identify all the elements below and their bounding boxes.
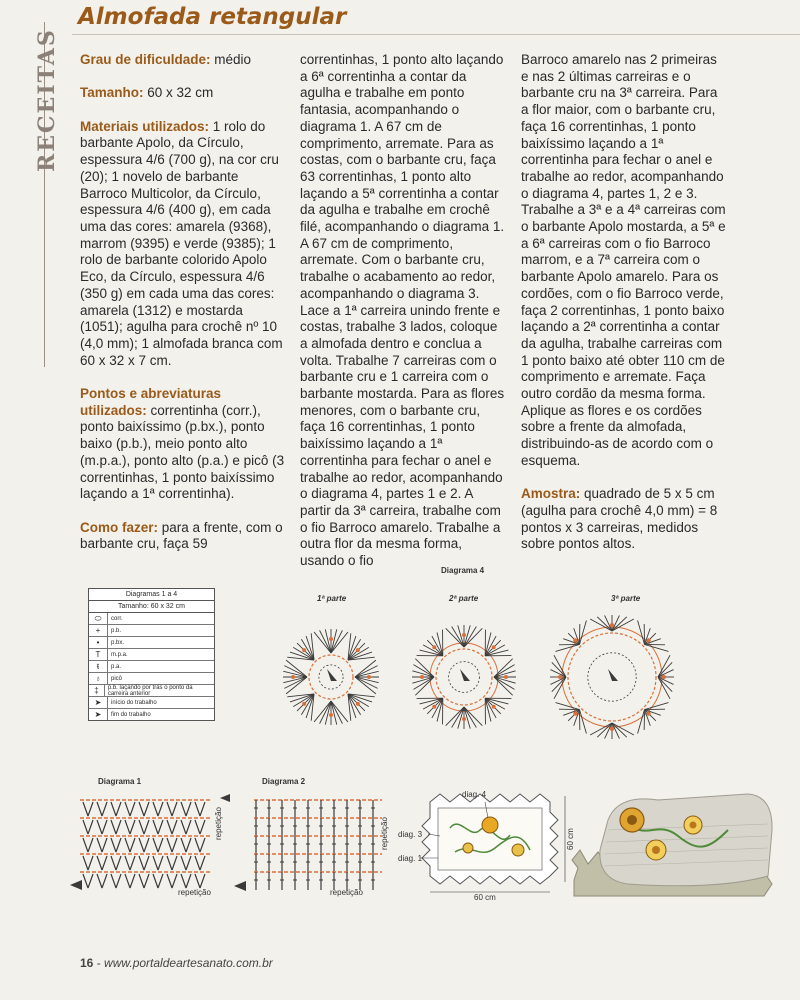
difficulty-value: médio (210, 52, 252, 67)
difficulty-label: Grau de dificuldade: (80, 52, 211, 67)
scheme-height-label: 60 cm (566, 828, 575, 850)
back-loop-sc-symbol-icon: ‡ (89, 685, 105, 696)
flower-motif (412, 625, 516, 729)
petal-dot (558, 675, 562, 679)
start-arrow-icon (460, 669, 470, 681)
petal-dot (367, 675, 371, 679)
v-stitch (153, 838, 163, 852)
v-stitch (195, 838, 205, 852)
flower-motif (550, 615, 674, 739)
v-stitch (195, 802, 205, 816)
petal-dot (504, 675, 508, 679)
legend-row: ♁ picô (89, 673, 214, 685)
v-stitch (167, 820, 177, 834)
petal-stitch (645, 644, 669, 651)
v-stitch (139, 802, 149, 816)
petal-stitch (645, 703, 669, 710)
start-arrow-icon (234, 881, 246, 891)
start-arrow-icon (70, 880, 82, 890)
petal-dot (302, 702, 306, 706)
how-label: Como fazer: (80, 519, 159, 535)
v-stitch (83, 838, 93, 852)
scheme-diag4-label: diag. 4 (462, 790, 487, 799)
legend-row: T m.p.a. (89, 649, 214, 661)
legend-row: ⬭ corr. (89, 613, 214, 625)
sample-text: quadrado de 5 x 5 cm (agulha para crochê 4,0 mm) = 8 pontos x 3 carreiras, medidos sobre pontos altos. (521, 486, 718, 552)
instructions-continued: Barroco amarelo nas 2 primeiras e nas 2 últimas carreiras e o barbante cru na 3ª carreira. Para a flor maior, com o barbante cru, faça 16 correntinhas, 1 ponto baixíssimo laçando a 1ª correntinha para fechar o anel e trabalhe ao redor, acompanhando o diagrama 4, partes 1, 2 e 3. Trabalhe a 3ª e a 4ª carreiras com o barbante Apolo mostarda, a 5ª e a 6ª carreiras com o fio Barroco marrom, e a 7ª carreira com o barbante Apolo amarelo. Para os cordões, com o fio Barroco verde, faça 2 correntinhas, 1 ponto baixo laçando a 2ª correntinha a contar da agulha, trabalhe carreiras com 1 ponto baixo até obter 110 cm de comprimento e arremate. Faça outro cordão da mesma forma. Aplique as flores e os cordões sobre a frente da almofada, distribuindo-as de acordo com o esquema. (521, 52, 726, 468)
chain-symbol-icon: ⬭ (89, 613, 108, 624)
v-stitch (153, 874, 163, 888)
v-stitch (167, 838, 177, 852)
v-stitch (195, 874, 205, 888)
footer-separator: - (93, 956, 105, 970)
v-stitch (181, 820, 191, 834)
assembly-scheme (400, 790, 580, 900)
petal-dot (356, 648, 360, 652)
v-stitch (97, 874, 107, 888)
diagram1-title: Diagrama 1 (98, 777, 142, 786)
materials-text: 1 rolo do barbante Apolo, da Círculo, espessura 4/6 (700 g), na cor cru (20); 1 novelo de barbante Barroco Multicolor, da Círculo, espessura 4/6 (400 g), em cada uma das cores: amarela (9368), marrom (9395) e verde (9385); 1 rolo de barbante colorido Apolo Eco, da Círculo, espessura 4/6 (350 g) em cada uma das cores: amarela (1312) e mostarda (1051); agulha para crochê nº 10 (4,0 mm); 1 almofada branca com 60 x 32 x 7 cm. (80, 118, 283, 368)
petal-stitch (638, 710, 645, 734)
petal-dot (432, 705, 436, 709)
diagram4-part2-label: 2ª parte (449, 594, 479, 603)
petal-dot (356, 702, 360, 706)
materials-label: Materiais utilizados: (80, 118, 210, 134)
diagram1-repeat-h: repetição (178, 888, 211, 897)
slip-stitch-symbol-icon: • (89, 637, 108, 648)
legend-title: Diagramas 1 a 4 (89, 589, 214, 601)
v-stitch (167, 856, 177, 870)
legend-row: ➤ fim do trabalho (89, 709, 214, 720)
size-value: 60 x 32 cm (143, 85, 214, 101)
petal-dot (492, 645, 496, 649)
v-stitch (111, 820, 121, 834)
v-stitch (167, 874, 177, 888)
footer (80, 956, 273, 970)
v-stitch (97, 820, 107, 834)
size-label: Tamanho: (80, 85, 144, 101)
v-stitch (111, 838, 121, 852)
v-stitch (167, 802, 177, 816)
petal-dot (573, 712, 577, 716)
diagram4-title: Diagrama 4 (441, 566, 485, 575)
start-arrow-icon: ➤ (89, 697, 108, 708)
petal-dot (462, 717, 466, 721)
v-stitch (125, 838, 135, 852)
v-stitch (181, 802, 191, 816)
single-crochet-symbol-icon: + (89, 625, 108, 636)
legend-row: • p.bx. (89, 637, 214, 649)
diagram2-repeat-h: repetição (330, 888, 363, 897)
v-stitch (97, 856, 107, 870)
how-text: para a frente, com o barbante cru, faça 59 (80, 519, 283, 552)
v-stitch (97, 838, 107, 852)
v-stitch (125, 820, 135, 834)
v-stitch (181, 838, 191, 852)
v-stitch (111, 856, 121, 870)
double-crochet-symbol-icon: ŧ (89, 661, 108, 672)
v-stitch (181, 856, 191, 870)
v-stitch (195, 856, 205, 870)
v-stitch (83, 802, 93, 816)
diagram2-repeat-v: repetição (380, 817, 389, 850)
diagram4-part1-label: 1ª parte (317, 594, 347, 603)
diagram2-title: Diagrama 2 (262, 777, 306, 786)
start-arrow-icon (327, 669, 337, 681)
end-arrow-icon: ➤ (89, 709, 108, 720)
sample-label: Amostra: (521, 486, 581, 502)
v-stitch (139, 856, 149, 870)
petal-stitch (556, 644, 580, 651)
v-stitch (97, 802, 107, 816)
page-title: Almofada retangular (78, 4, 347, 30)
v-stitch (125, 802, 135, 816)
start-arrow-icon (608, 669, 618, 681)
petal-dot (573, 638, 577, 642)
section-label: RECEITAS (34, 28, 60, 172)
half-double-symbol-icon: T (89, 649, 108, 660)
petal-dot (302, 648, 306, 652)
petal-dot (492, 705, 496, 709)
legend-subtitle: Tamanho: 60 x 32 cm (89, 601, 214, 613)
v-stitch (83, 820, 93, 834)
petal-dot (647, 712, 651, 716)
page-number: 16 (80, 956, 94, 970)
petal-dot (291, 675, 295, 679)
petal-dot (610, 727, 614, 731)
legend-row: ➤ início do trabalho (89, 697, 214, 709)
v-stitch (125, 856, 135, 870)
v-stitch (153, 820, 163, 834)
diagram2-chart (232, 790, 402, 900)
v-stitch (195, 820, 205, 834)
petal-stitch (579, 710, 586, 734)
legend-row: ‡ p.b. laçando por trás o ponto da carreira anterior (89, 685, 214, 697)
petal-dot (329, 637, 333, 641)
v-stitch (139, 838, 149, 852)
flower-motif (283, 629, 379, 725)
footer-url[interactable]: www.portaldeartesanato.com.br (104, 956, 273, 970)
petal-stitch (579, 621, 586, 645)
petal-dot (647, 638, 651, 642)
diagram1-repeat-v: repetição (214, 807, 223, 840)
picot-symbol-icon: ♁ (89, 673, 108, 684)
diagram4-part3-label: 3ª parte (611, 594, 641, 603)
v-stitch (83, 856, 93, 870)
v-stitch (153, 802, 163, 816)
instructions-text: correntinhas, 1 ponto alto laçando a 6ª correntinha a contar da agulha e trabalhe em ponto fantasia, acompanhando o diagrama 1. A 67 cm de comprimento, arremate. Para as costas, com o barbante cru, faça 63 correntinhas, 1 ponto alto laçando a 5ª correntinha a contar da agulha e trabalhe em crochê filé, acompanhando o diagrama 1. A 67 cm de comprimento, arremate. Com o barbante cru, trabalhe o acabamento ao redor, acompanhando o diagrama 3. Lace a 1ª carreira unindo frente e costas, trabalhe 3 lados, coloque a almofada dentro e conclua a volta. Trabalhe 7 carreiras com o barbante cru e 1 carreira com o barbante mostarda. Para as flores menores, com o barbante cru, faça 16 correntinhas, 1 ponto baixíssimo laçando a 1ª correntinha para fechar o anel e trabalhe ao redor, acompanhando o diagrama 4, partes 1 e 2. A partir da 3ª carreira, trabalhe com o fio Barroco amarelo. Trabalhe a outra flor da mesma forma, usando o fio (300, 52, 505, 569)
legend-row: ŧ p.a. (89, 661, 214, 673)
v-stitch (153, 856, 163, 870)
petal-dot (329, 713, 333, 717)
scheme-width-label: 60 cm (474, 893, 496, 902)
pillow-photo (568, 780, 778, 900)
petal-dot (662, 675, 666, 679)
v-stitch (83, 874, 93, 888)
stitches-label: Pontos e abreviaturas utilizados: (80, 386, 222, 418)
v-stitch (125, 874, 135, 888)
legend-row: + p.b. (89, 625, 214, 637)
petal-stitch (556, 703, 580, 710)
v-stitch (111, 802, 121, 816)
petal-dot (610, 623, 614, 627)
petal-dot (432, 645, 436, 649)
scheme-diag3-label: diag. 3 (398, 830, 423, 839)
v-stitch (139, 820, 149, 834)
petal-dot (420, 675, 424, 679)
end-arrow-icon (220, 794, 230, 802)
v-stitch (139, 874, 149, 888)
v-stitch (181, 874, 191, 888)
v-stitch (111, 874, 121, 888)
stitches-text: correntinha (corr.), ponto baixíssimo (p.bx.), ponto baixo (p.b.), meio ponto alto (m.p.a.), ponto alto (p.a.) e picô (3 correntinhas, 1 ponto baixíssimo laçando a 1ª correntinha). (80, 402, 285, 502)
scheme-diag1-label: diag. 1 (398, 854, 423, 863)
petal-dot (462, 633, 466, 637)
petal-stitch (638, 621, 645, 645)
